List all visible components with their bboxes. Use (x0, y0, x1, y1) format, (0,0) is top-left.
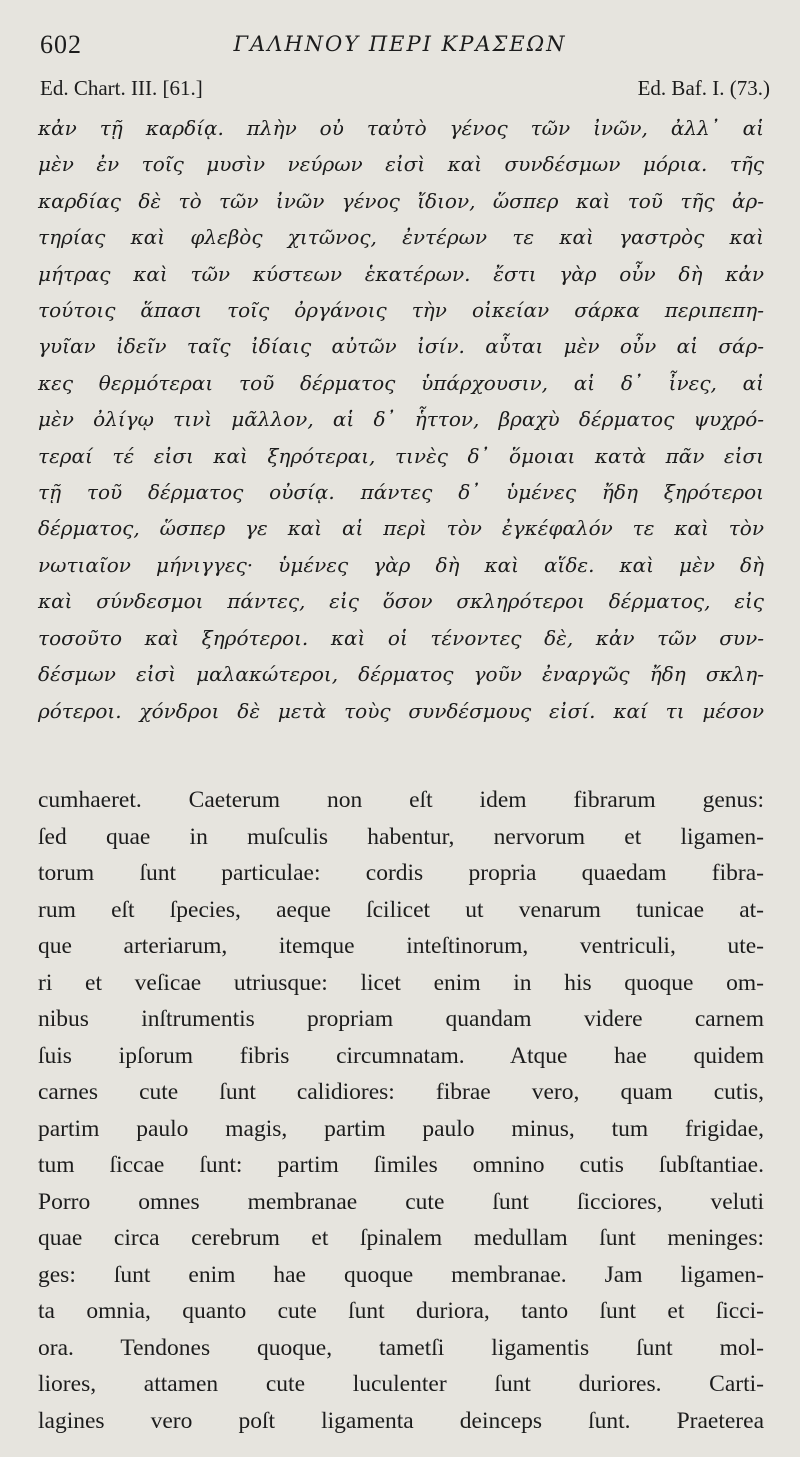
greek-text-line: μήτρας καὶ τῶν κύστεων ἑκατέρων. ἔστι γὰρ οὖν δὴ κἀν (38, 261, 764, 286)
latin-text-line: ſed quae in muſculis habentur, nervorum et ligamen- (38, 823, 764, 850)
greek-text-line: καρδίας δὲ τὸ τῶν ἰνῶν γένος ἴδιον, ὥσπερ καὶ τοῦ τῆς ἀρ- (38, 188, 764, 213)
greek-text-line: μὲν ὀλίγῳ τινὶ μᾶλλον, αἱ δ᾽ ἧττον, βραχὺ δέρματος ψυχρό- (38, 407, 764, 432)
greek-text-line: τούτοις ἅπασι τοῖς ὀργάνοις τὴν οἰκείαν σάρκα περιπεπη- (38, 298, 764, 323)
greek-text-line: τοσοῦτο καὶ ξηρότεροι. καὶ οἱ τένοντες δὲ, κἀν τῶν συν- (38, 625, 764, 650)
latin-text-line: que arteriarum, itemque inteſtinorum, ventriculi, ute- (38, 933, 764, 959)
greek-text-line: δέσμων εἰσὶ μαλακώτεροι, δέρματος γοῦν ἐναργῶς ἤδη σκλη- (38, 662, 764, 687)
latin-text-line: Porro omnes membranae cute ſunt ſicciores, veluti (38, 1188, 764, 1215)
greek-text-block (38, 110, 764, 729)
latin-text-line: nibus inſtrumentis propriam quandam videre carnem (38, 1006, 764, 1032)
latin-text-line: torum ſunt particulae: cordis propria quaedam fibra- (38, 860, 764, 886)
latin-text-line: ora. Tendones quoque, tametſi ligamentis ſunt mol- (38, 1334, 764, 1361)
latin-text-line: ges: ſunt enim hae quoque membranae. Jam ligamen- (38, 1261, 764, 1288)
latin-text-line: lagines vero poſt ligamenta deinceps ſunt. Praeterea (38, 1407, 764, 1434)
running-title: ΓΑΛΗΝΟΥ ΠΕΡΙ ΚΡΑΣΕΩΝ (233, 32, 567, 56)
edition-basel: Ed. Baf. I. (73.) (637, 76, 770, 100)
latin-text-line: partim paulo magis, partim paulo minus, tum frigidae, (38, 1115, 764, 1142)
page-number: 602 (40, 30, 82, 59)
latin-text-line: ri et veſicae utriusque: licet enim in his quoque om- (38, 969, 764, 996)
greek-text-line: κες θερμότεραι τοῦ δέρματος ὑπάρχουσιν, αἱ δ᾽ ἶνες, αἱ (38, 370, 764, 395)
greek-text-line: ρότεροι. χόνδροι δὲ μετὰ τοὺς συνδέσμους εἰσί. καί τι μέσον (38, 698, 764, 723)
greek-text-line: δέρματος, ὥσπερ γε καὶ αἱ περὶ τὸν ἐγκέφαλόν τε καὶ τὸν (38, 516, 764, 541)
latin-text-line: ta omnia, quanto cute ſunt duriora, tanto ſunt et ſicci- (38, 1298, 764, 1324)
latin-text-line: rum eſt ſpecies, aeque ſcilicet ut venarum tunicae at- (38, 896, 764, 923)
page-header (40, 30, 760, 70)
greek-text-line: τῇ τοῦ δέρματος οὐσίᾳ. πάντες δ᾽ ὑμένες ἤδη ξηρότεροι (38, 480, 764, 505)
greek-text-line: τηρίας καὶ φλεβὸς χιτῶνος, ἐντέρων τε καὶ γαστρὸς καὶ (38, 225, 764, 250)
latin-text-line: tum ſiccae ſunt: partim ſimiles omnino cutis ſubſtantiae. (38, 1152, 764, 1178)
latin-text-block (38, 782, 764, 1439)
greek-text-line: τεραί τέ εἰσι καὶ ξηρότεραι, τινὲς δ᾽ ὅμοιαι κατὰ πᾶν εἰσι (38, 443, 764, 468)
latin-text-line: cumhaeret. Caeterum non eſt idem fibrarum genus: (38, 787, 764, 813)
greek-text-line: μὲν ἐν τοῖς μυσὶν νεύρων εἰσὶ καὶ συνδέσμων μόρια. τῆς (38, 152, 764, 177)
latin-text-line: liores, attamen cute luculenter ſunt duriores. Carti- (38, 1371, 764, 1397)
greek-text-line: καὶ σύνδεσμοι πάντες, εἰς ὅσον σκληρότεροι δέρματος, εἰς (38, 589, 764, 614)
edition-references (40, 76, 770, 106)
greek-text-line: κἀν τῇ καρδίᾳ. πλὴν οὐ ταὐτὸ γένος τῶν ἰνῶν, ἀλλ᾽ αἱ (38, 116, 764, 140)
greek-text-line: γυῖαν ἰδεῖν ταῖς ἰδίαις αὐτῶν ἰσίν. αὗται μὲν οὖν αἱ σάρ- (38, 334, 764, 359)
latin-text-line: carnes cute ſunt calidiores: fibrae vero, quam cutis, (38, 1079, 764, 1105)
latin-text-line: ſuis ipſorum fibris circumnatam. Atque hae quidem (38, 1042, 764, 1069)
greek-text-line: νωτιαῖον μήνιγγες· ὑμένες γὰρ δὴ καὶ αἵδε. καὶ μὲν δὴ (38, 552, 764, 577)
edition-chartier: Ed. Chart. III. [61.] (40, 76, 203, 100)
latin-text-line: quae circa cerebrum et ſpinalem medullam ſunt meninges: (38, 1225, 764, 1251)
